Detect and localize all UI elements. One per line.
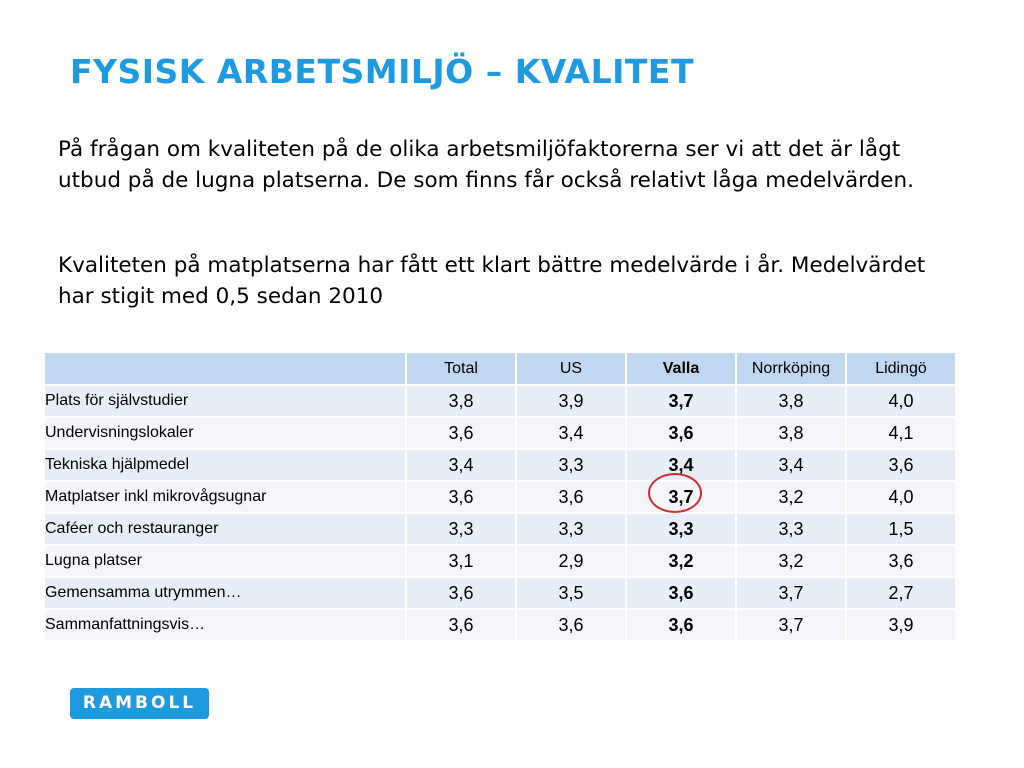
cell-norrkoping: 3,8 — [736, 417, 846, 449]
highlighted-value — [668, 487, 693, 508]
column-header-us: US — [516, 352, 626, 385]
cell-us: 3,6 — [516, 609, 626, 641]
cell-norrkoping: 3,4 — [736, 449, 846, 481]
cell-valla-highlighted — [626, 481, 736, 513]
cell-norrkoping: 3,3 — [736, 513, 846, 545]
table-row — [44, 449, 956, 481]
ramboll-logo: RAMBOLL — [70, 688, 209, 719]
row-label: Tekniska hjälpmedel — [44, 449, 406, 481]
cell-valla: 3,4 — [626, 449, 736, 481]
table-row — [44, 385, 956, 417]
cell-us: 3,3 — [516, 513, 626, 545]
cell-us: 3,4 — [516, 417, 626, 449]
cell-us: 2,9 — [516, 545, 626, 577]
cell-valla: 3,6 — [626, 577, 736, 609]
cell-us: 3,9 — [516, 385, 626, 417]
cell-valla: 3,6 — [626, 417, 736, 449]
table-row — [44, 417, 956, 449]
table-header-row — [44, 352, 956, 385]
cell-valla: 3,3 — [626, 513, 736, 545]
cell-lidingo: 4,1 — [846, 417, 956, 449]
cell-lidingo: 1,5 — [846, 513, 956, 545]
cell-valla: 3,6 — [626, 609, 736, 641]
cell-total: 3,6 — [406, 577, 516, 609]
row-label: Sammanfattningsvis… — [44, 609, 406, 641]
column-header-empty — [44, 352, 406, 385]
row-label: Lugna platser — [44, 545, 406, 577]
cell-lidingo: 3,9 — [846, 609, 956, 641]
cell-lidingo: 3,6 — [846, 545, 956, 577]
cell-norrkoping: 3,7 — [736, 609, 846, 641]
cell-us: 3,3 — [516, 449, 626, 481]
cell-total: 3,6 — [406, 417, 516, 449]
cell-norrkoping: 3,2 — [736, 545, 846, 577]
cell-lidingo: 3,6 — [846, 449, 956, 481]
cell-norrkoping: 3,2 — [736, 481, 846, 513]
highlight-circle — [648, 473, 702, 513]
cell-total: 3,4 — [406, 449, 516, 481]
row-label: Matplatser inkl mikrovågsugnar — [44, 481, 406, 513]
cell-total: 3,8 — [406, 385, 516, 417]
column-header-total: Total — [406, 352, 516, 385]
table-row — [44, 577, 956, 609]
cell-us: 3,6 — [516, 481, 626, 513]
column-header-lidingo: Lidingö — [846, 352, 956, 385]
table-row — [44, 545, 956, 577]
cell-total: 3,6 — [406, 609, 516, 641]
table-row — [44, 481, 956, 513]
cell-norrkoping: 3,7 — [736, 577, 846, 609]
cell-norrkoping: 3,8 — [736, 385, 846, 417]
highlighted-value-text: 3,7 — [668, 486, 694, 507]
cell-total: 3,1 — [406, 545, 516, 577]
cell-total: 3,3 — [406, 513, 516, 545]
table-row — [44, 513, 956, 545]
cell-total: 3,6 — [406, 481, 516, 513]
cell-lidingo: 4,0 — [846, 385, 956, 417]
row-label: Caféer och restauranger — [44, 513, 406, 545]
cell-lidingo: 2,7 — [846, 577, 956, 609]
cell-us: 3,5 — [516, 577, 626, 609]
table-row — [44, 609, 956, 641]
column-header-norrkoping: Norrköping — [736, 352, 846, 385]
row-label: Undervisningslokaler — [44, 417, 406, 449]
column-header-valla: Valla — [626, 352, 736, 385]
page-title: FYSISK ARBETSMILJÖ – KVALITET — [70, 52, 694, 91]
paragraph-1: På frågan om kvaliteten på de olika arbetsmiljöfaktorerna ser vi att det är lågt utbud på de lugna platserna. De som finns får också relativt låga medelvärden. — [58, 137, 914, 193]
quality-table — [43, 351, 957, 642]
cell-valla: 3,2 — [626, 545, 736, 577]
row-label: Plats för självstudier — [44, 385, 406, 417]
cell-valla: 3,7 — [626, 385, 736, 417]
paragraph-2: Kvaliteten på matplatserna har fått ett klart bättre medelvärde i år. Medelvärdet har stigit med 0,5 sedan 2010 — [58, 253, 926, 309]
cell-lidingo: 4,0 — [846, 481, 956, 513]
row-label: Gemensamma utrymmen… — [44, 577, 406, 609]
